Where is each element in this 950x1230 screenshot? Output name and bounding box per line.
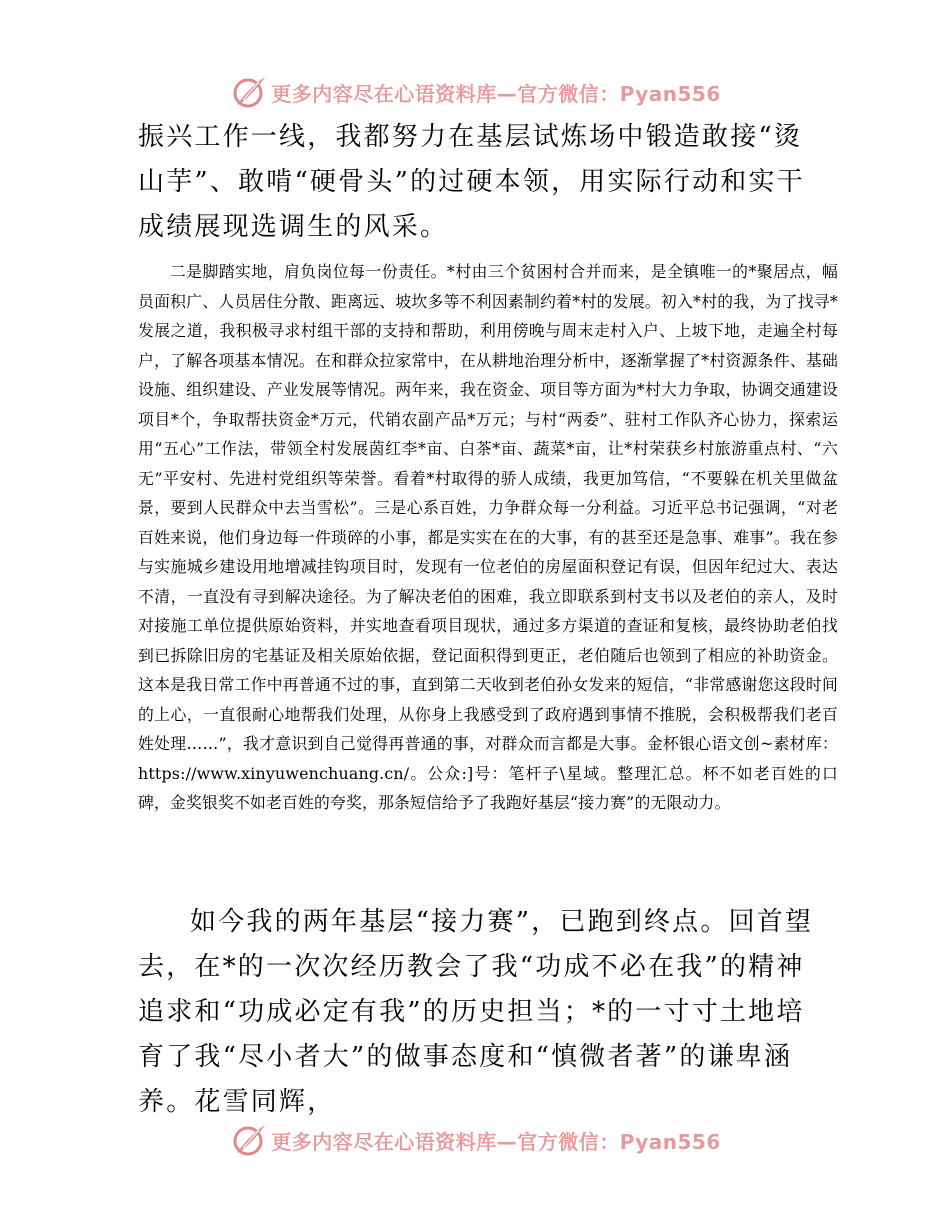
paragraph-main: 二是脚踏实地，肩负岗位每一份责任。*村由三个贫困村合并而来，是全镇唯一的*聚居点，幅员面积广、人员居住分散、距离远、坡坎多等不利因素制约着*村的发展。初入*村的我，为了找寻*发展之道，我积极寻求村组干部的支持和帮助，利用傍晚与周末走村入户、上坡下地，走遍全村每户，了解各项基本情况。在和群众拉家常中，在从耕地治理分析中，逐渐掌握了*村资源条件、基础设施、组织建设、产业发展等情况。两年来，我在资金、项目等方面为*村大力争取，协调交通建设项目*个，争取帮扶资金*万元，代销农副产品*万元；与村“两委”、驻村工作队齐心协力，探索运用“五心”工作法，带领全村发展茵红李*亩、白茶*亩、蔬菜*亩，让*村荣获乡村旅游重点村、“六无”平安村、先进村党组织等荣誉。看着*村取得的骄人成绩，我更加笃信，“不要躲在机关里做盆景，要到人民群众中去当雪松”。三是心系百姓，力争群众每一分利益。习近平总书记强调，“对老百姓来说，他们身边每一件琐碎的小事，都是实实在在的大事，有的甚至还是急事、难事”。我在参与实施城乡建设用地增减挂钩项目时，发现有一位老伯的房屋面积登记有误，但因年纪过大、表达不清，一直没有寻到解决途径。为了解决老伯的困难，我立即联系到村支书以及老伯的亲人，及时对接施工单位提供原始资料，并实地查看项目现状，通过多方渠道的查证和复核，最终协助老伯找到已拆除旧房的宅基证及相关原始依据，登记面积得到更正，老伯随后也领到了相应的补助资金。这本是我日常工作中再普通不过的事，直到第二天收到老伯孙女发来的短信，“非常感谢您这段时间的上心，一直很耐心地帮我们处理，从你身上我感受到了政府遇到事情不推脱，会积极帮我们老百姓处理……”，我才意识到自己觉得再普通的事，对群众而言都是大事。金杯银心语文创~素材库：https://www.xinyuwenchuang.cn/。公众:]号：笔杆子\星域。整理汇总。杯不如老百姓的口碑，金奖银奖不如老百姓的夸奖，那条短信给予了我跑好基层“接力赛”的无限动力。	[138, 262, 838, 812]
paragraph-bottom: 如今我的两年基层“接力赛”，已跑到终点。回首望去，在*的一次次经历教会了我“功成不必在我”的精神追求和“功成必定有我”的历史担当；*的一寸寸土地培育了我“尽小者大”的做事态度和“慎微者著”的谦卑涵养。花雪同辉，	[138, 907, 814, 1117]
paragraph-top-continuation: 振兴工作一线，我都努力在基层试炼场中锻造敢接“烫山芋”、敢啃“硬骨头”的过硬本领，用实际行动和实干成绩展现选调生的风采。	[138, 122, 805, 242]
watermark-text: 更多内容尽在心语资料库—官方微信：Pyan556	[271, 1129, 721, 1154]
feather-pen-logo-icon	[229, 72, 269, 112]
watermark-text: 更多内容尽在心语资料库—官方微信：Pyan556	[271, 81, 721, 106]
feather-pen-logo-icon	[229, 1120, 269, 1160]
watermark-footer	[0, 1118, 950, 1162]
watermark-header	[0, 70, 950, 114]
